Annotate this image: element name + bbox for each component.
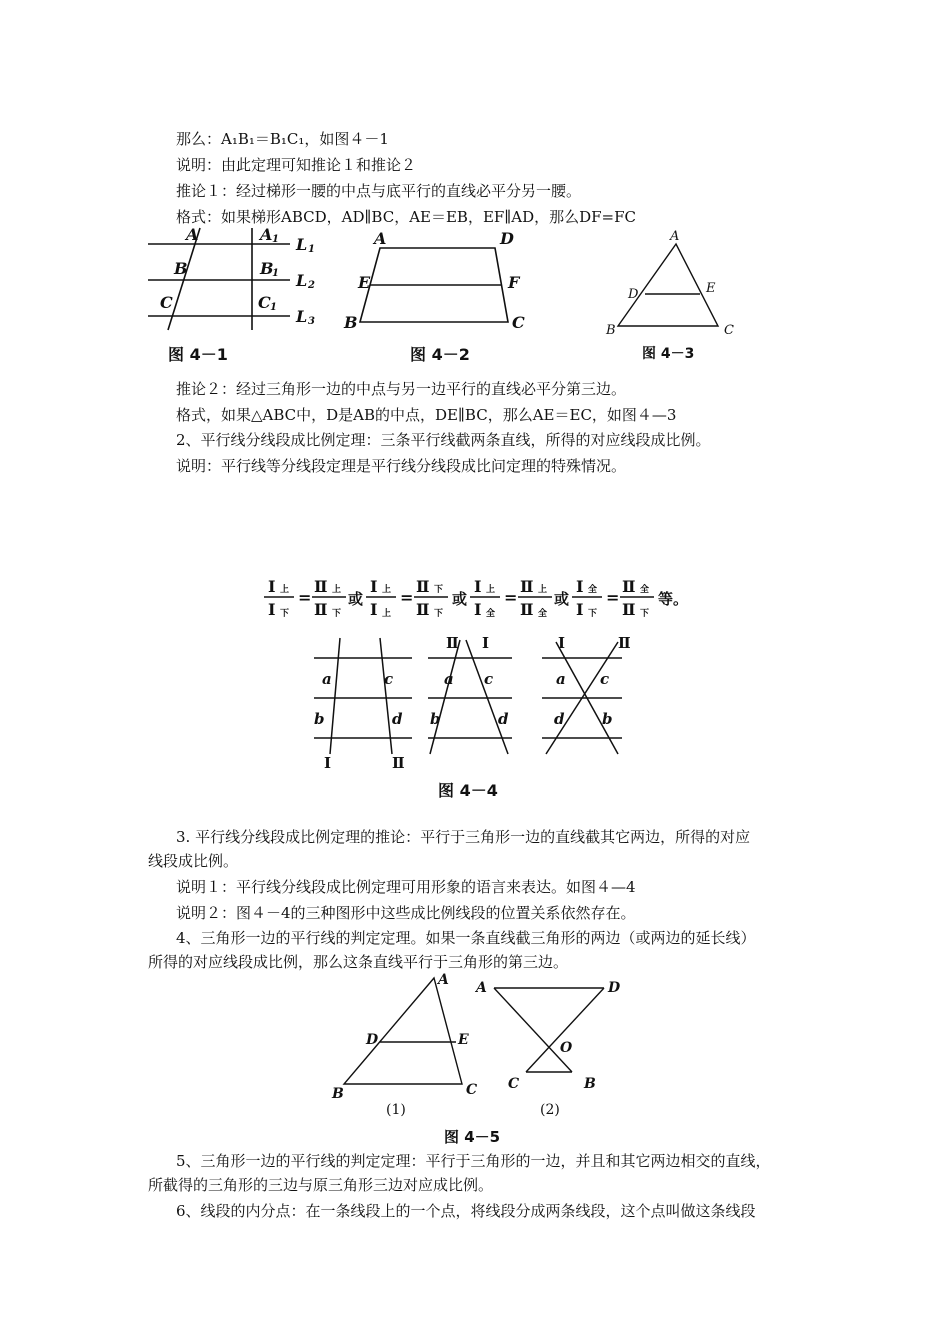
proportion-formula <box>262 574 702 622</box>
label-I-1: Ⅰ <box>324 754 332 772</box>
frac2-num: Ⅱ <box>314 577 328 596</box>
label-C-1: C <box>466 1082 478 1098</box>
label-E: E <box>706 281 716 296</box>
frac7-den-sub: 下 <box>588 609 598 619</box>
label-a-1: a <box>322 670 332 688</box>
or-3: 或 <box>554 590 570 608</box>
label-B-2: B <box>584 1076 596 1092</box>
or-2: 或 <box>452 590 468 608</box>
frac6-num-sub: 上 <box>538 585 548 595</box>
label-A-1: A <box>438 972 449 988</box>
frac7-num-sub: 全 <box>588 585 598 595</box>
label-d-2: d <box>498 710 509 728</box>
frac1-den-sub: 下 <box>280 609 290 619</box>
label-L2: L <box>296 271 308 290</box>
text-line-4: 格式：如果梯形ABCD，AD∥BC，AE＝EB，EF∥AD，那么DF=FC <box>176 208 636 226</box>
label-B: B <box>174 259 188 278</box>
caption-fig-4-4: 图 4－4 <box>438 781 498 800</box>
frac3-num: Ⅰ <box>370 577 378 596</box>
label-C: C <box>160 293 173 312</box>
label-D: D <box>500 229 514 248</box>
frac8-den-sub: 下 <box>640 609 650 619</box>
text-line-14: 6、线段的内分点：在一条线段上的一个点，将线段分成两条线段，这个点叫做这条线段 <box>176 1202 756 1220</box>
frac5-num-sub: 上 <box>486 585 496 595</box>
text-line-6: 格式，如果△ABC中，D是AB的中点，DE∥BC，那么AE＝EC，如图４—3 <box>176 406 677 424</box>
frac8-num: Ⅱ <box>622 577 636 596</box>
frac6-num: Ⅱ <box>520 577 534 596</box>
frac4-num-sub: 下 <box>434 585 444 595</box>
text-line-9a: 3. 平行线分线段成比例定理的推论：平行于三角形一边的直线截其它两边，所得的对应 <box>176 828 751 846</box>
label-A1: A <box>260 225 273 244</box>
label-L2-sub: 2 <box>308 280 315 291</box>
label-B1-sub: 1 <box>272 268 279 279</box>
frac3-den-sub: 上 <box>382 609 392 619</box>
frac1-den: Ⅰ <box>268 600 276 619</box>
label-a-2: a <box>444 670 454 688</box>
text-line-3: 推论１：经过梯形一腰的中点与底平行的直线必平分另一腰。 <box>176 182 582 200</box>
label-b-1: b <box>314 710 325 728</box>
label-c-2: c <box>484 670 494 688</box>
text-line-11: 说明２：图４－4的三种图形中这些成比例线段的位置关系依然存在。 <box>176 904 636 922</box>
text-line-5: 推论２：经过三角形一边的中点与另一边平行的直线必平分第三边。 <box>176 380 627 398</box>
label-C: C <box>512 313 525 332</box>
label-B-1: B <box>332 1086 344 1102</box>
frac1-num-sub: 上 <box>280 585 290 595</box>
label-I-2: Ⅰ <box>482 634 490 652</box>
label-O: O <box>560 1040 573 1056</box>
label-C1: C <box>258 293 271 312</box>
label-c-1: c <box>384 670 394 688</box>
frac2-num-sub: 上 <box>332 585 342 595</box>
caption-fig-4-3: 图 4－3 <box>642 346 695 362</box>
label-A: A <box>670 229 680 244</box>
eq-1: = <box>298 588 312 607</box>
frac6-den-sub: 全 <box>538 609 548 619</box>
text-line-12b: 所得的对应线段成比例，那么这条直线平行于三角形的第三边。 <box>148 953 569 971</box>
text-line-2: 说明：由此定理可知推论１和推论２ <box>176 156 417 174</box>
frac4-den: Ⅱ <box>416 600 430 619</box>
frac7-num: Ⅰ <box>576 577 584 596</box>
text-line-7: 2、平行线分线段成比例定理：三条平行线截两条直线，所得的对应线段成比例。 <box>176 431 711 449</box>
frac8-num-sub: 全 <box>640 585 650 595</box>
text-line-1: 那么：A₁B₁＝B₁C₁，如图４－1 <box>176 130 389 148</box>
sub-caption-1: (1) <box>386 1102 406 1118</box>
label-D-1: D <box>366 1032 379 1048</box>
label-A-2: A <box>476 980 487 996</box>
label-L1: L <box>296 235 308 254</box>
figure-4-4 <box>300 628 650 773</box>
text-line-9b: 线段成比例。 <box>148 852 239 870</box>
frac3-den: Ⅰ <box>370 600 378 619</box>
text-line-8: 说明：平行线等分线段定理是平行线分线段成比问定理的特殊情况。 <box>176 457 627 475</box>
label-b-3: b <box>602 710 613 728</box>
label-c-3: c <box>600 670 610 688</box>
label-II-1: Ⅱ <box>392 754 405 772</box>
frac8-den: Ⅱ <box>622 600 636 619</box>
frac2-den-sub: 下 <box>332 609 342 619</box>
label-L1-sub: 1 <box>308 244 315 255</box>
or-1: 或 <box>348 590 364 608</box>
label-II-3: Ⅱ <box>618 634 631 652</box>
frac4-num: Ⅱ <box>416 577 430 596</box>
frac5-den: Ⅰ <box>474 600 482 619</box>
label-B1: B <box>260 259 274 278</box>
label-a-3: a <box>556 670 566 688</box>
eq-3: = <box>504 588 518 607</box>
text-line-13a: 5、三角形一边的平行线的判定定理：平行于三角形的一边，并且和其它两边相交的直线， <box>176 1152 771 1170</box>
caption-fig-4-5: 图 4－5 <box>444 1128 501 1146</box>
eq-2: = <box>400 588 414 607</box>
label-A1-sub: 1 <box>272 234 279 245</box>
text-line-13b: 所截得的三角形的三边与原三角形三边对应成比例。 <box>148 1176 494 1194</box>
label-L3: L <box>296 307 308 326</box>
label-E: E <box>358 273 371 292</box>
label-A: A <box>186 225 199 244</box>
frac2-den: Ⅱ <box>314 600 328 619</box>
label-D-2: D <box>608 980 621 996</box>
label-I-3: Ⅰ <box>558 634 566 652</box>
label-B: B <box>344 313 358 332</box>
label-d-1: d <box>392 710 403 728</box>
label-C1-sub: 1 <box>270 302 277 313</box>
eq-4: = <box>606 588 620 607</box>
frac5-num: Ⅰ <box>474 577 482 596</box>
label-d-3: d <box>554 710 565 728</box>
frac4-den-sub: 下 <box>434 609 444 619</box>
label-C: C <box>724 323 734 338</box>
label-E-1: E <box>458 1032 469 1048</box>
frac6-den: Ⅱ <box>520 600 534 619</box>
figure-4-3 <box>600 230 750 340</box>
frac3-num-sub: 上 <box>382 585 392 595</box>
label-L3-sub: 3 <box>308 316 315 327</box>
text-line-10: 说明１：平行线分线段成比例定理可用形象的语言来表达。如图４—4 <box>176 878 636 896</box>
frac1-num: Ⅰ <box>268 577 276 596</box>
label-b-2: b <box>430 710 441 728</box>
figure-4-2 <box>340 230 540 340</box>
figure-4-5 <box>322 968 642 1120</box>
label-C-2: C <box>508 1076 520 1092</box>
frac7-den: Ⅰ <box>576 600 584 619</box>
label-II-2: Ⅱ <box>446 634 459 652</box>
label-A: A <box>374 229 387 248</box>
caption-fig-4-2: 图 4－2 <box>410 345 470 364</box>
label-D: D <box>628 287 639 302</box>
label-B: B <box>606 323 616 338</box>
sub-caption-2: (2) <box>540 1102 560 1118</box>
etc: 等。 <box>658 590 689 608</box>
caption-fig-4-1: 图 4－1 <box>168 345 228 364</box>
label-F: F <box>508 273 520 292</box>
frac5-den-sub: 全 <box>486 609 496 619</box>
text-line-12a: 4、三角形一边的平行线的判定定理。如果一条直线截三角形的两边（或两边的延长线） <box>176 929 756 947</box>
